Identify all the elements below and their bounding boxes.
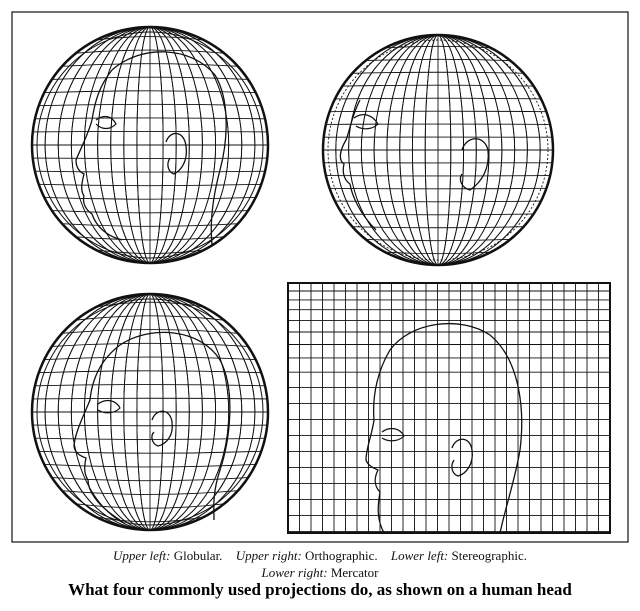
mercator-head-profile [366, 350, 390, 533]
caption-lower-right-label: Lower right: [261, 565, 328, 580]
caption-lower-right-name: Mercator [330, 565, 379, 580]
mercator-projection [288, 283, 610, 533]
globular-projection [32, 27, 268, 263]
mercator-head-back [390, 324, 522, 533]
stereographic-head-back [120, 332, 230, 520]
stereographic-ear [152, 411, 172, 446]
orthographic-eye [354, 115, 378, 129]
caption-projection-key [0, 548, 640, 564]
caption-upper-right-label: Upper right: [235, 548, 302, 563]
mercator-ear [452, 439, 472, 476]
orthographic-projection [323, 35, 553, 265]
caption-upper-right-name: Orthographic. [305, 548, 378, 563]
caption-upper-left-name: Globular. [173, 548, 223, 563]
stereographic-eye [98, 401, 120, 413]
mercator-graticule [288, 283, 610, 533]
caption-lower-left-label: Lower left: [390, 548, 449, 563]
mercator-eye [382, 429, 404, 441]
caption-projection-key-line2 [0, 565, 640, 581]
caption-lower-left-name: Stereographic. [451, 548, 527, 563]
stereographic-projection [32, 294, 268, 530]
caption-upper-left-label: Upper left: [113, 548, 171, 563]
globular-head-profile [76, 70, 122, 240]
figure-title: What four commonly used projections do, as shown on a human head [68, 580, 572, 599]
orthographic-ear [460, 139, 488, 190]
